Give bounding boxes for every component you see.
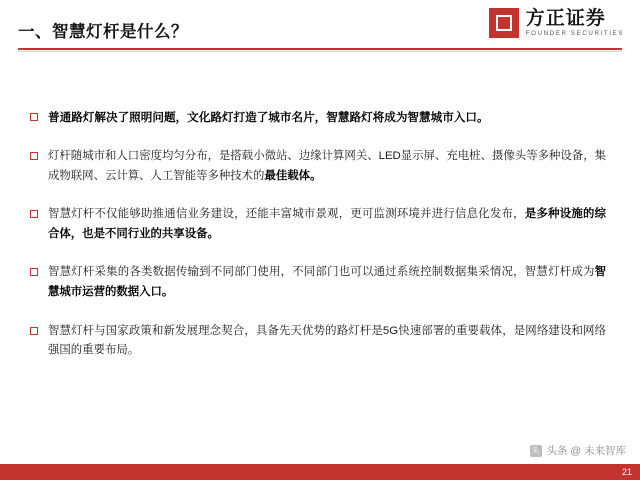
square-bullet-icon bbox=[30, 327, 38, 335]
square-bullet-icon bbox=[30, 113, 38, 121]
header-divider-gray bbox=[18, 51, 622, 52]
list-item bbox=[30, 205, 606, 244]
brand-name-cn: 方正证券 bbox=[525, 7, 606, 29]
brand-name-en: FOUNDER SECURITIES bbox=[525, 30, 624, 38]
bullet-text-2-bold: 最佳载体。 bbox=[264, 169, 322, 182]
watermark-text: 头条 @ 未来智库 bbox=[546, 445, 626, 457]
bullet-text-2 bbox=[48, 147, 606, 186]
toutiao-icon: 头 bbox=[531, 445, 540, 455]
bullet-text-5: 智慧灯杆与国家政策和新发展理念契合，具备先天优势的路灯杆是5G快速部署的重要载体，是网络建设和网络强国的重要布局。 bbox=[48, 324, 606, 357]
brand-logo-text bbox=[526, 9, 624, 38]
slide-header bbox=[0, 0, 640, 62]
page-title bbox=[18, 18, 188, 42]
list-item bbox=[30, 147, 606, 186]
square-bullet-icon bbox=[30, 268, 38, 276]
square-bullet-icon bbox=[30, 210, 38, 218]
bullet-text-4 bbox=[48, 263, 606, 302]
page-number: 21 bbox=[621, 467, 632, 477]
bullet-text-3-bold: 是多种设施的综合体，也是不同行业的共享设备。 bbox=[48, 208, 606, 240]
bullet-text-4-plain: 智慧灯杆采集的各类数据传输到不同部门使用，不同部门也可以通过系统控制数据集采情况，智慧灯杆成为 bbox=[48, 266, 595, 279]
founder-securities-logo-icon bbox=[489, 8, 519, 38]
header-divider-red bbox=[18, 48, 622, 50]
watermark bbox=[530, 443, 627, 458]
page-title-text: 一、智慧灯杆是什么？ bbox=[18, 23, 188, 41]
footer-bar bbox=[0, 464, 640, 480]
list-item bbox=[30, 322, 606, 361]
list-item bbox=[30, 108, 606, 128]
bullet-text-3 bbox=[48, 205, 606, 244]
brand-logo bbox=[489, 8, 624, 38]
bullet-text-3-plain: 智慧灯杆不仅能够助推通信业务建设，还能丰富城市景观，更可监测环境并进行信息化发布， bbox=[48, 208, 525, 221]
bullet-text-2-plain: 灯杆随城市和人口密度均匀分布，是搭载小微站、边缘计算网关、LED显示屏、充电桩、摄像头等多种设备，集成物联网、云计算、人工智能等多种技术的 bbox=[48, 149, 606, 182]
square-bullet-icon bbox=[30, 152, 38, 160]
bullet-text-4-bold: 智慧城市运营的数据入口。 bbox=[48, 266, 606, 298]
bullet-text-1: 普通路灯解决了照明问题，文化路灯打造了城市名片，智慧路灯将成为智慧城市入口。 bbox=[48, 111, 489, 124]
slide-body bbox=[0, 108, 640, 380]
list-item bbox=[30, 263, 606, 302]
